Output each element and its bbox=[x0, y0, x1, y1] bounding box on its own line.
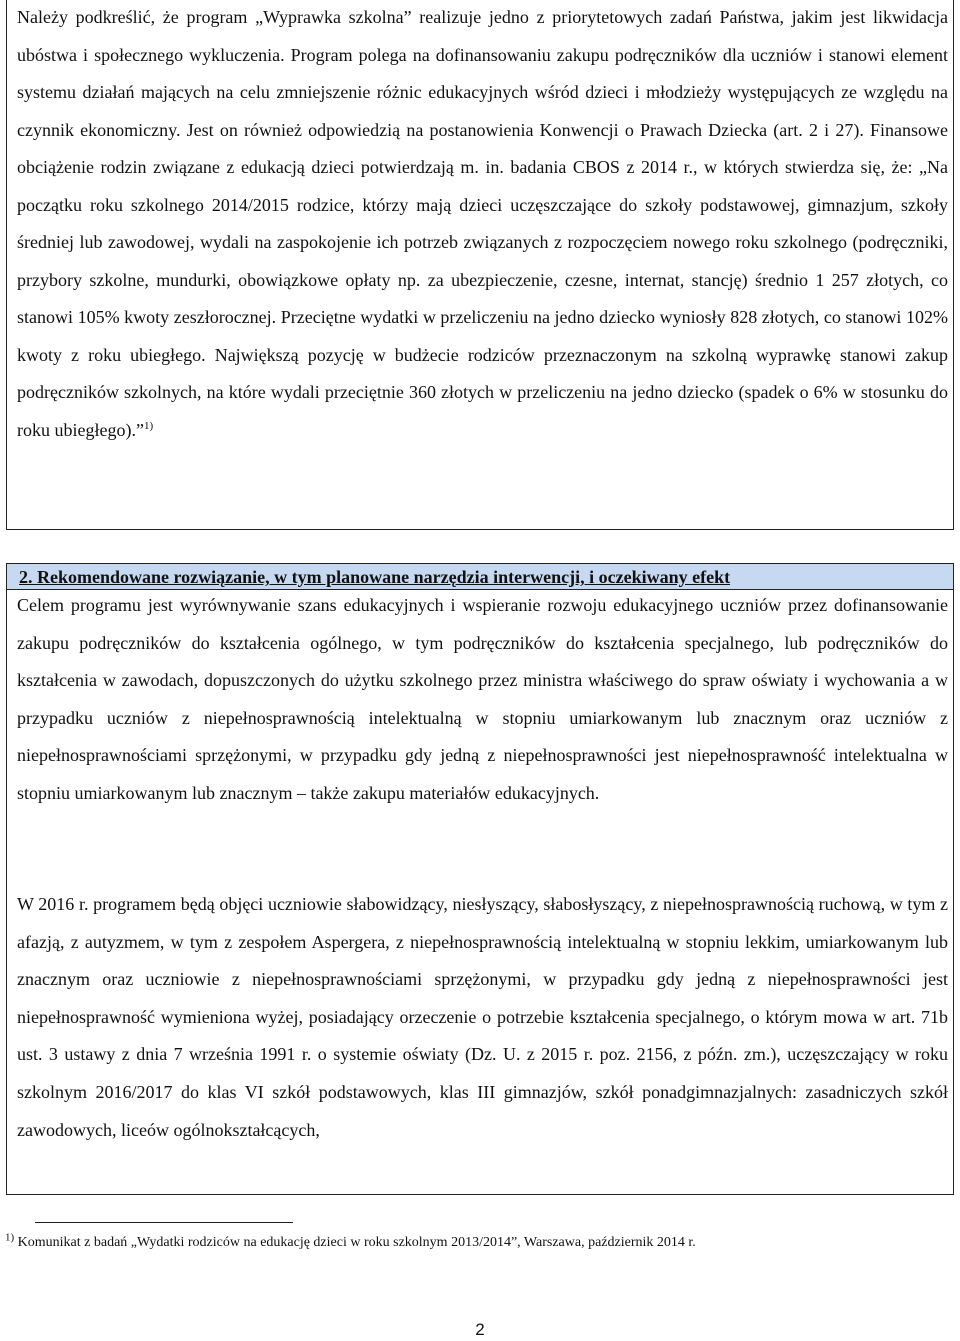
section-2-paragraph-2: W 2016 r. programem będą objęci uczniowie słabowidzący, niesłyszący, słabosłyszący, z niepełnosprawnością ruchową, w tym z afazją, z autyzmem, w tym z zespołem Aspergera, z niepełnosprawnością intelektualną w stopniu lekkim, umiarkowanym lub znacznym oraz uczniowie z niepełnosprawnościami sprzężonymi, w przypadku gdy jedną z niepełnosprawności jest niepełnosprawność wymieniona wyżej, posiadający orzeczenie o potrzebie kształcenia specjalnego, o którym mowa w art. 71b ust. 3 ustawy z dnia 7 września 1991 r. o systemie oświaty (Dz. U. z 2015 r. poz. 2156, z późn. zm.), uczęszczający w roku szkolnym 2016/2017 do klas VI szkół podstawowych, klas III gimnazjów, szkół ponadgimnazjalnych: zasadniczych szkół zawodowych, liceów ogólnokształcących, bbox=[17, 894, 948, 1140]
section-1-text: Należy podkreślić, że program „Wyprawka szkolna” realizuje jedno z priorytetowych zadań Państwa, jakim jest likwidacja ubóstwa i społecznego wykluczenia. Program polega na dofinansowaniu zakupu podręczników dla uczniów i stanowi element systemu działań mających na celu zmniejszenie różnic edukacyjnych wśród dzieci i młodzieży występujących ze względu na czynnik ekonomiczny. Jest on również odpowiedzią na postanowienia Konwencji o Prawach Dziecka (art. 2 i 27). Finansowe obciążenie rodzin związane z edukacją dzieci potwierdzają m. in. badania CBOS z 2014 r., w których stwierdza się, że: „Na początku roku szkolnego 2014/2015 rodzice, którzy mają dzieci uczęszczające do szkoły podstawowej, gimnazjum, szkoły średniej lub zawodowej, wydali na zaspokojenie ich potrzeb związanych z rozpoczęciem nowego roku szkolnego (podręczniki, przybory szkolne, mundurki, obowiązkowe opłaty np. za ubezpieczenie, czesne, internat, stancję) średnio 1 257 złotych, co stanowi 105% kwoty zeszłorocznej. Przeciętne wydatki w przeliczeniu na jedno dziecko wyniosły 828 złotych, co stanowi 102% kwoty z roku ubiegłego. Największą pozycję w budżecie rodziców przeznaczonym na szkolną wyprawkę stanowi zakup podręczników szkolnych, na które wydali przeciętnie 360 złotych w przeliczeniu na jedno dziecko (spadek o 6% w stosunku do roku ubiegłego).” bbox=[17, 7, 948, 440]
footnote-separator bbox=[35, 1222, 293, 1223]
page-number: 2 bbox=[475, 1320, 485, 1339]
section-2-paragraph-1: Celem programu jest wyrównywanie szans edukacyjnych i wspieranie rozwoju edukacyjnego uczniów przez dofinansowanie zakupu podręczników do kształcenia ogólnego, w tym podręczników do kształcenia specjalnego, lub podręczników do kształcenia w zawodach, dopuszczonych do użytku szkolnego przez ministra właściwego do spraw oświaty i wychowania a w przypadku uczniów z niepełnosprawnością intelektualną w stopniu umiarkowanym lub znacznym oraz uczniów z niepełnosprawnościami sprzężonymi, w przypadku gdy jedną z niepełnosprawności jest niepełnosprawność intelektualna w stopniu umiarkowanym lub znacznym – także zakupu materiałów edukacyjnych. bbox=[17, 595, 948, 803]
section-1-paragraph bbox=[17, 0, 948, 449]
section-2-heading: 2. Rekomendowane rozwiązanie, w tym planowane narzędzia interwencji, i oczekiwany efekt bbox=[19, 567, 731, 587]
footnote-marker: 1) bbox=[5, 1231, 15, 1244]
footnote bbox=[5, 1231, 696, 1252]
footnote-reference[interactable]: 1) bbox=[143, 419, 154, 432]
footnote-text: Komunikat z badań „Wydatki rodziców na edukację dzieci w roku szkolnym 2013/2014”, Warszawa, październik 2014 r. bbox=[14, 1235, 696, 1250]
